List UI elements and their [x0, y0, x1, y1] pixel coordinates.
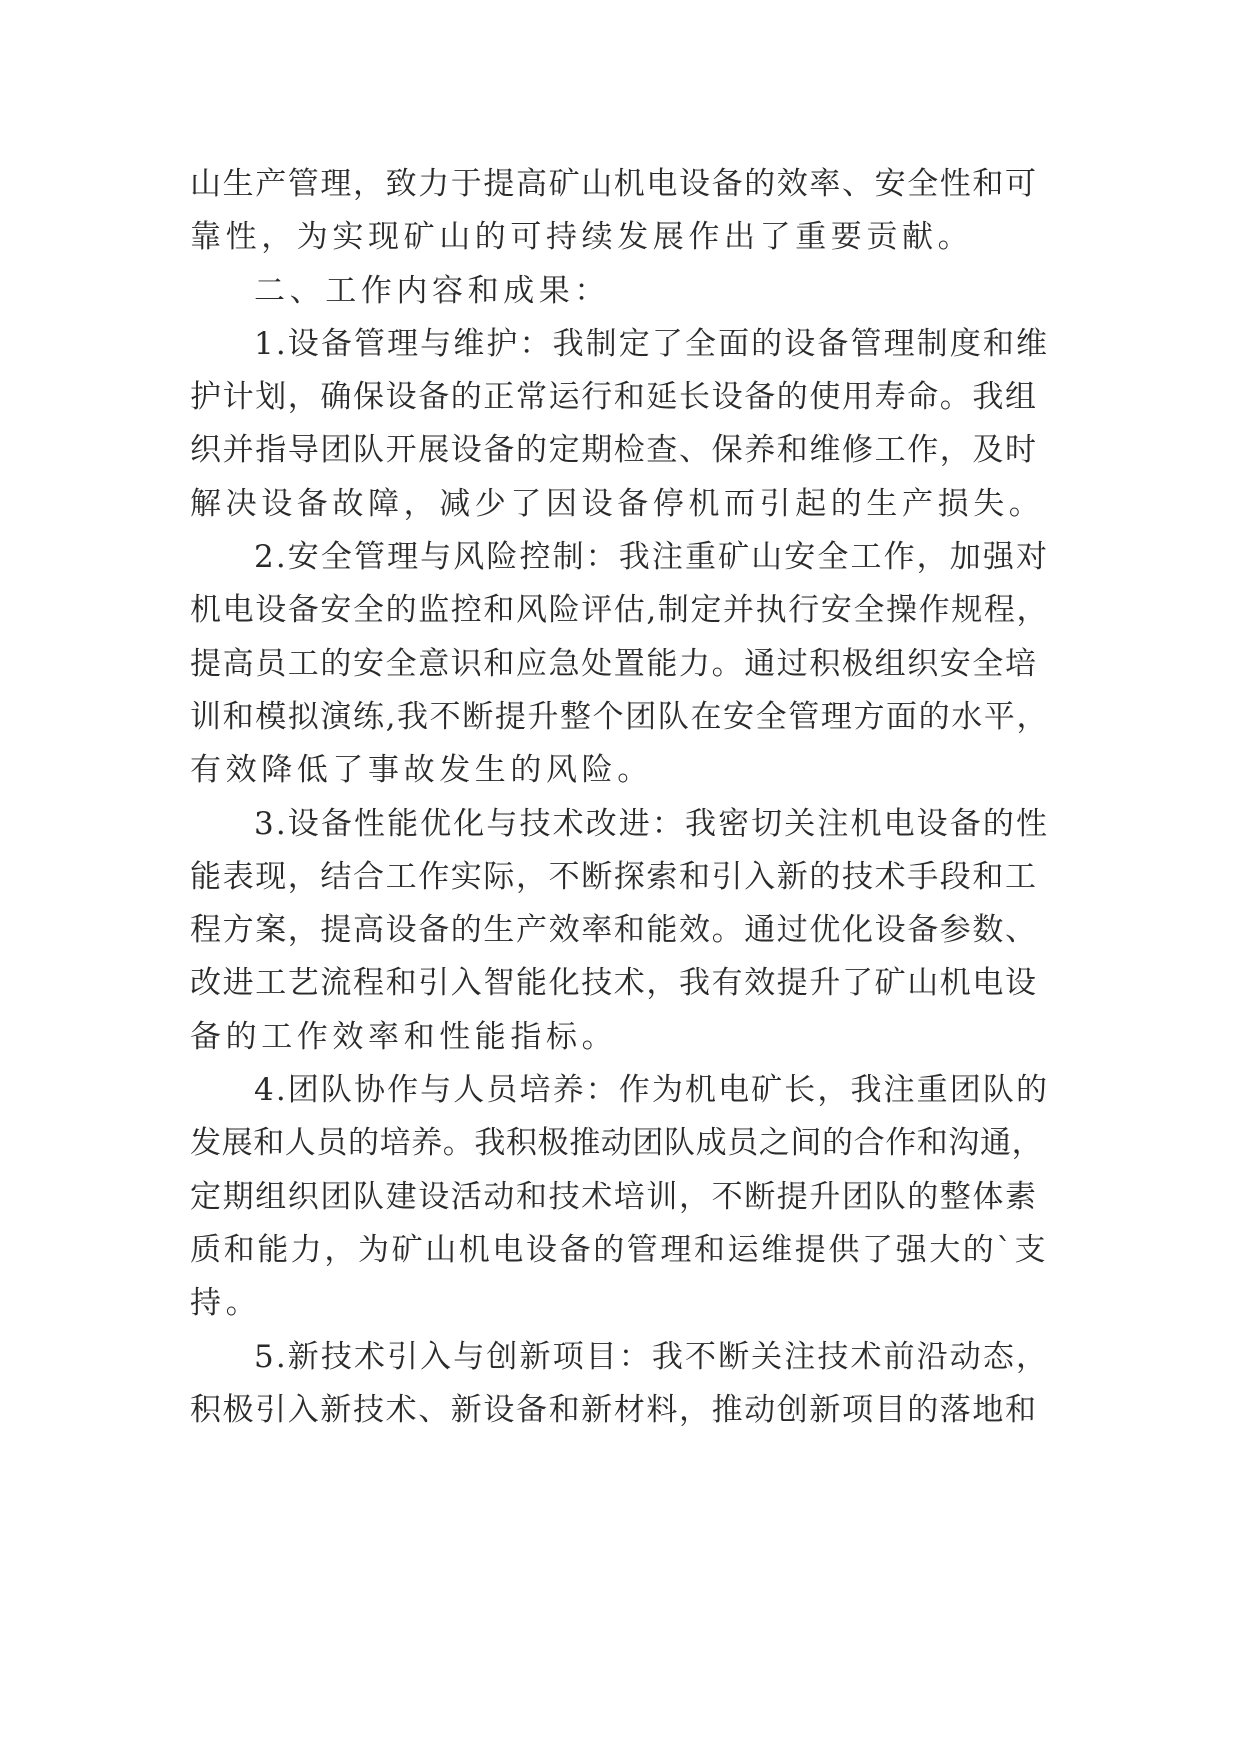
text-line: 积极引入新技术、新设备和新材料，推动创新项目的落地和 — [190, 1391, 1038, 1428]
text-line: 有效降低了事故发生的风险。 — [190, 752, 653, 789]
text-line: 质和能力，为矿山机电设备的管理和运维提供了强大的`支 — [190, 1231, 1049, 1268]
text-line: 山生产管理，致力于提高矿山机电设备的效率、安全性和可 — [190, 166, 1038, 202]
text-line: 解决设备故障，减少了因设备停机而引起的生产损失。 — [190, 485, 1045, 522]
text-line: 训和模拟演练,我不断提升整个团队在安全管理方面的水平， — [190, 698, 1050, 735]
text-line: 提高员工的安全意识和应急处置能力。通过积极组织安全培 — [190, 645, 1038, 682]
text-line: 能表现，结合工作实际，不断探索和引入新的技术手段和工 — [190, 858, 1038, 895]
text-line: 二、工作内容和成果： — [254, 272, 610, 309]
text-line: 5.新技术引入与创新项目：我不断关注技术前沿动态， — [254, 1338, 1050, 1375]
text-line: 持。 — [190, 1285, 262, 1322]
text-line: 1.设备管理与维护：我制定了全面的设备管理制度和维 — [254, 325, 1050, 362]
text-line: 靠性，为实现矿山的可持续发展作出了重要贡献。 — [190, 219, 974, 256]
text-line: 织并指导团队开展设备的定期检查、保养和维修工作，及时 — [190, 432, 1038, 469]
text-line: 定期组织团队建设活动和技术培训，不断提升团队的整体素 — [190, 1178, 1038, 1215]
text-line: 发展和人员的培养。我积极推动团队成员之间的合作和沟通， — [190, 1125, 1044, 1162]
text-line: 机电设备安全的监控和风险评估,制定并执行安全操作规程， — [190, 592, 1050, 629]
text-line: 2.安全管理与风险控制：我注重矿山安全工作，加强对 — [254, 539, 1050, 576]
text-line: 备的工作效率和性能指标。 — [190, 1018, 618, 1055]
document-body — [190, 158, 1050, 1437]
text-line: 4.团队协作与人员培养：作为机电矿长，我注重团队的 — [254, 1072, 1050, 1109]
text-line: 改进工艺流程和引入智能化技术，我有效提升了矿山机电设 — [190, 965, 1038, 1002]
text-line: 护计划，确保设备的正常运行和延长设备的使用寿命。我组 — [190, 379, 1038, 416]
text-line: 程方案，提高设备的生产效率和能效。通过优化设备参数、 — [190, 912, 1038, 949]
text-line: 3.设备性能优化与技术改进：我密切关注机电设备的性 — [254, 805, 1050, 842]
